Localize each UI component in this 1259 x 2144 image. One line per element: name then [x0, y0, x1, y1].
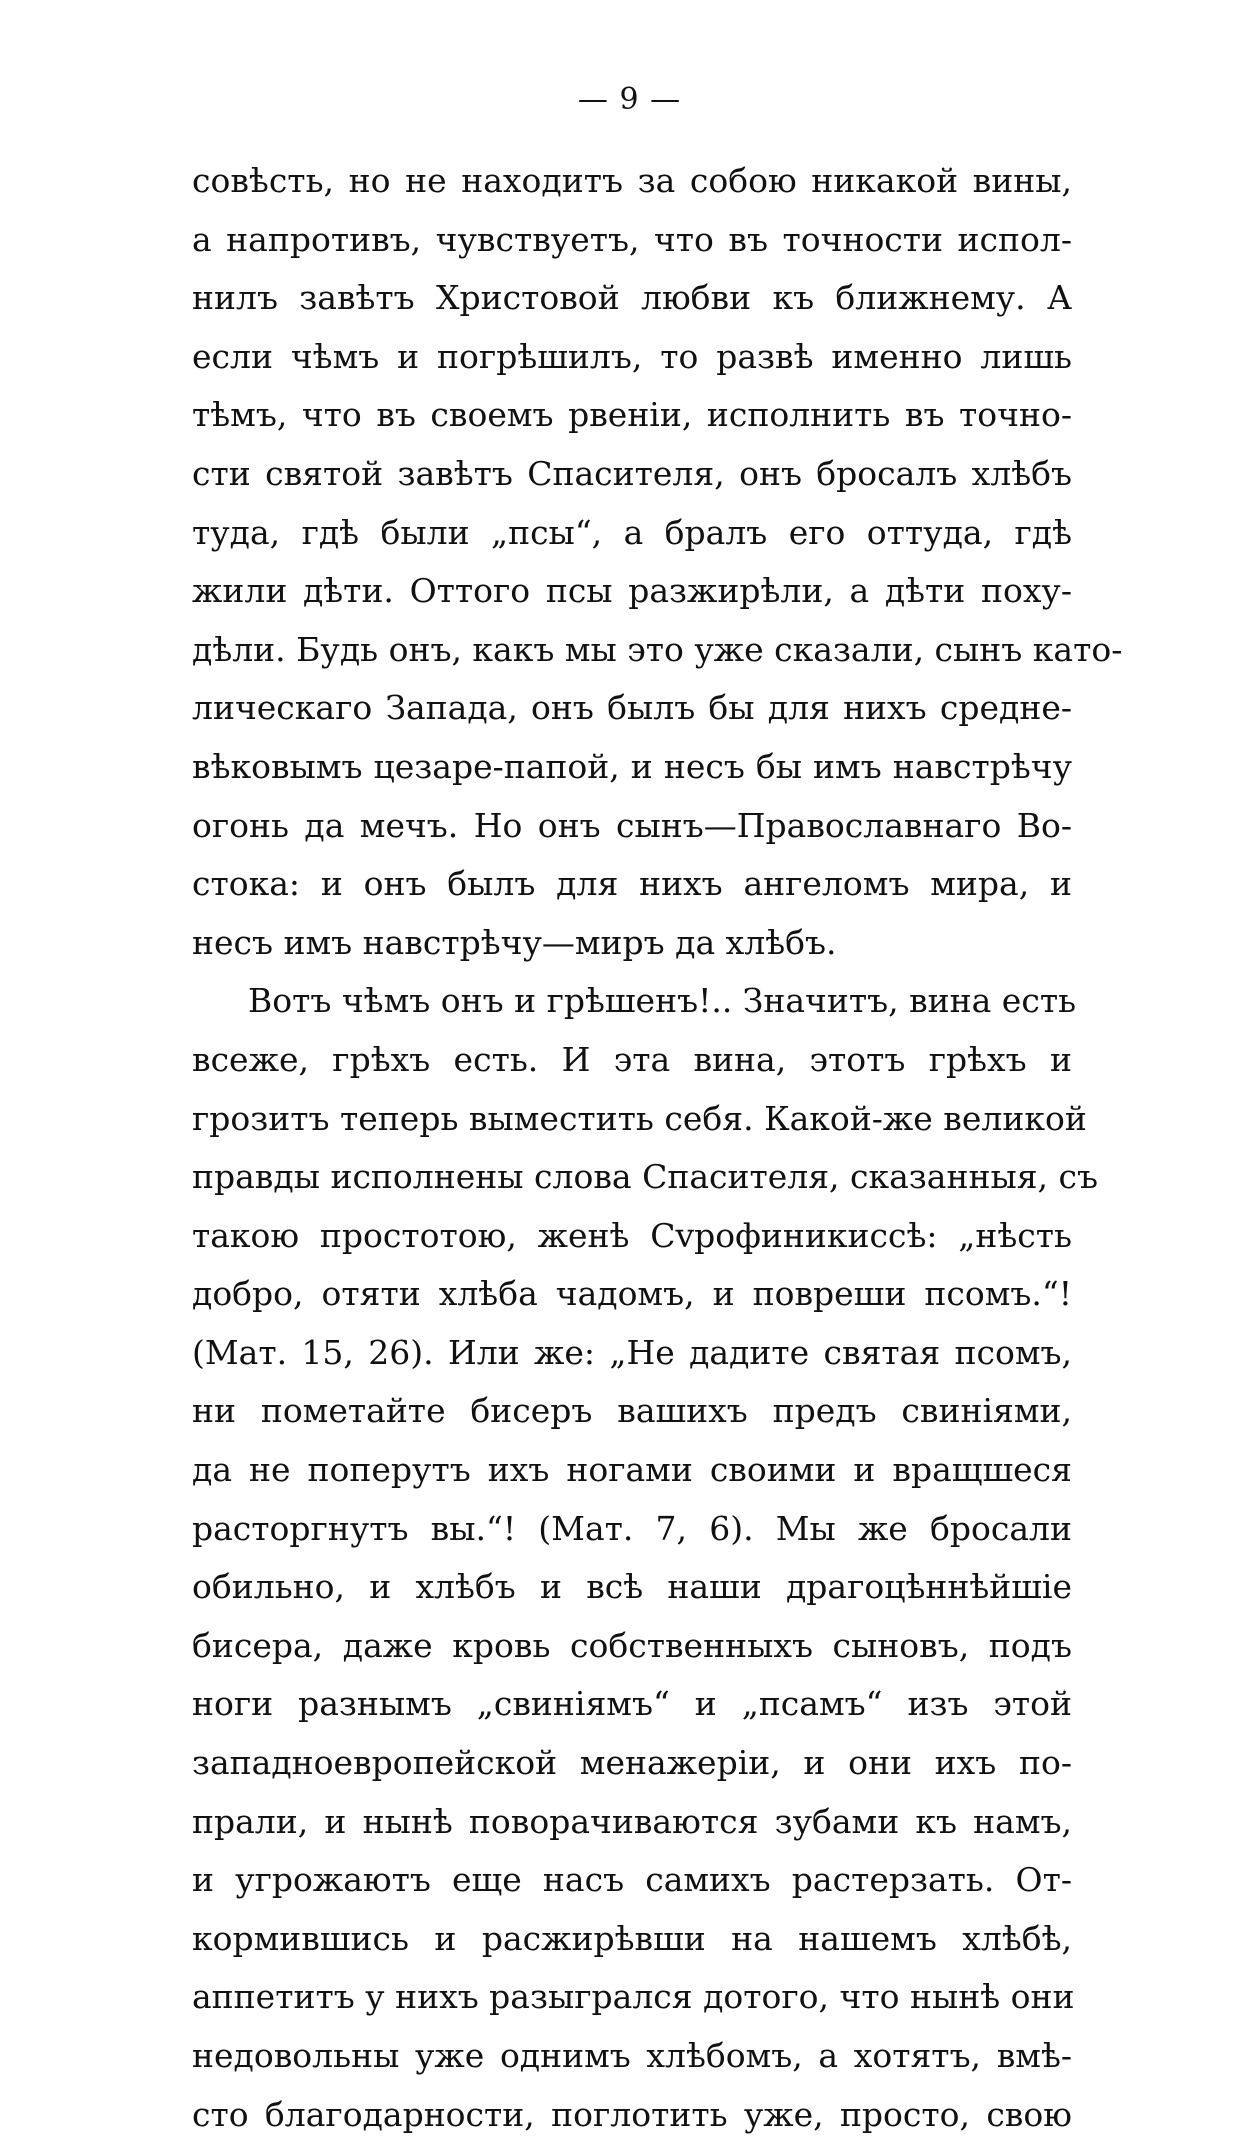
- text-line: грозитъ теперь выместить себя. Какой-же великой: [192, 1098, 1087, 1138]
- text-line: жили дѣти. Оттого псы разжирѣли, а дѣти поху-: [192, 571, 1072, 611]
- text-line: сти святой завѣтъ Спасителя, онъ бросалъ хлѣбъ: [192, 453, 1072, 493]
- text-line: ноги разнымъ „свинiямъ“ и „псамъ“ изъ этой: [192, 1684, 1072, 1724]
- text-line: такою простотою, женѣ Сvрофиникиссѣ: „нѣсть: [192, 1215, 1072, 1255]
- text-line: расторгнутъ вы.“! (Мат. 7, 6). Мы же бросали: [192, 1508, 1072, 1548]
- text-line: лическаго Запада, онъ былъ бы для нихъ средне-: [192, 688, 1072, 728]
- text-line: недовольны уже однимъ хлѣбомъ, а хотятъ, вмѣ-: [192, 2036, 1072, 2075]
- text-line: а напротивъ, чувствуетъ, что въ точности испол-: [192, 219, 1072, 259]
- text-line: ни пометайте бисеръ вашихъ предъ свинiями,: [192, 1391, 1072, 1431]
- text-line: если чѣмъ и погрѣшилъ, то развѣ именно лишь: [192, 336, 1072, 376]
- paragraph-start-line: Вотъ чѣмъ онъ и грѣшенъ!.. Значитъ, вина есть: [248, 981, 1077, 1021]
- text-line: обильно, и хлѣбъ и всѣ наши драгоцѣннѣйшiе: [192, 1567, 1072, 1607]
- text-line: западноевропейской менажерiи, и они ихъ по-: [192, 1743, 1072, 1783]
- text-line: дѣли. Будь онъ, какъ мы это уже сказали, сынъ като-: [192, 629, 1123, 669]
- text-line: вѣковымъ цезаре-папой, и несъ бы имъ навстрѣчу: [192, 746, 1072, 786]
- text-line: да не поперутъ ихъ ногами своими и вращшеся: [192, 1450, 1072, 1490]
- text-line: кормившись и расжирѣвши на нашемъ хлѣбѣ,: [192, 1918, 1072, 1958]
- text-line: тѣмъ, что въ своемъ рвенiи, исполнить въ точно-: [192, 395, 1072, 435]
- text-line: туда, гдѣ были „псы“, а бралъ его оттуда, гдѣ: [192, 512, 1072, 552]
- text-line: добро, отяти хлѣба чадомъ, и повреши псомъ.“!: [192, 1274, 1072, 1314]
- text-line: всеже, грѣхъ есть. И эта вина, этотъ грѣхъ и: [192, 1039, 1072, 1079]
- text-line: аппетитъ у нихъ разыгрался дотого, что нынѣ они: [192, 1977, 1075, 2017]
- text-line: нилъ завѣтъ Христовой любви къ ближнему. А: [192, 278, 1072, 318]
- text-line: и угрожаютъ еще насъ самихъ растерзать. От-: [192, 1860, 1072, 1900]
- text-line: (Мат. 15, 26). Или же: „Не дадите святая псомъ,: [192, 1332, 1072, 1372]
- paragraph-end-line: несъ имъ навстрѣчу—миръ да хлѣбъ.: [192, 922, 837, 962]
- text-line: огонь да мечъ. Но онъ сынъ—Православнаго Во-: [192, 805, 1072, 845]
- text-line: совѣсть, но не находитъ за собою никакой вины,: [192, 161, 1072, 200]
- text-line: правды исполнены слова Спасителя, сказанныя, съ: [192, 1157, 1099, 1197]
- page-number: — 9 —: [577, 82, 682, 117]
- text-line: прали, и нынѣ поворачиваются зубами къ намъ,: [192, 1801, 1072, 1841]
- text-line: бисера, даже кровь собственныхъ сыновъ, подъ: [192, 1625, 1072, 1665]
- body-text: [192, 152, 1123, 2144]
- text-line: сто благодарности, поглотить уже, просто, свою: [192, 2094, 1072, 2134]
- text-line: стока: и онъ былъ для нихъ ангеломъ мира, и: [192, 864, 1072, 904]
